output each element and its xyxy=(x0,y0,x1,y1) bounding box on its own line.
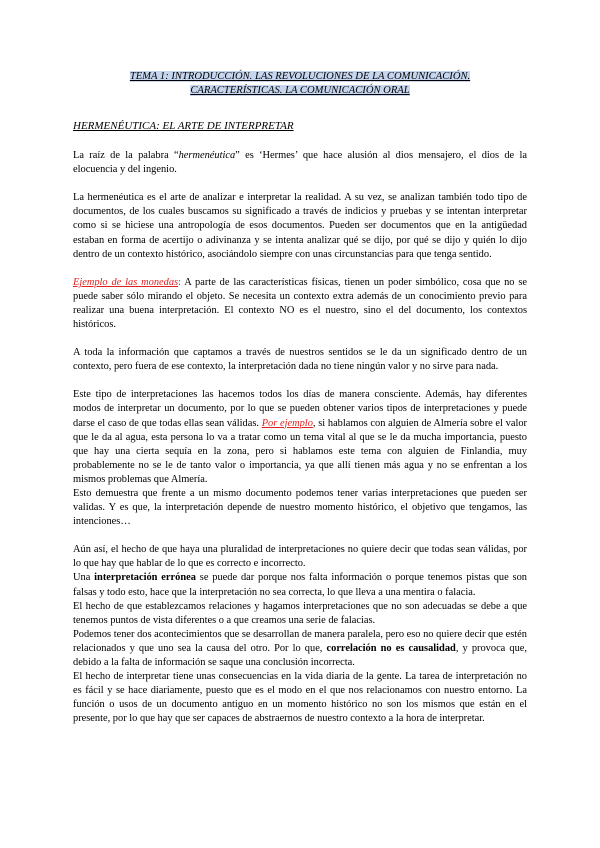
paragraph-definition: La hermenéutica es el arte de analizar e interpretar la realidad. A su vez, se analizan también todo tipo de documentos, de los cuales buscamos su significado a través de indicios y pruebas y se intentan interpretar como si se hiciese una antropología de esos documentos. Pueden ser documentos que en la antigüedad estaban en forma de acertijo o adivinanza y se intenta analizar qué se dijo, por qué se dijo y quién lo dijo dentro de un contexto histórico, asociándolo siempre con unas circunstancias para que tenga sentido. xyxy=(73,192,527,260)
correlation-term: correlación no es causalidad xyxy=(326,642,456,654)
document-page xyxy=(73,70,527,726)
por-ejemplo-label: Por ejemplo xyxy=(261,417,313,429)
paragraph-etymology: La raíz de la palabra “hermenéutica” es ‘Hermes’ que hace alusión al dios mensajero, el dios de la elocuencia y del ingenio. xyxy=(73,150,527,176)
title-line-2: CARACTERÍSTICAS. LA COMUNICACIÓN ORAL xyxy=(190,84,410,96)
paragraph-plurality: Aún así, el hecho de que haya una pluralidad de interpretaciones no quiere decir que todas sean válidas, por lo que hay que hablar de lo que es correcto e incorrecto. xyxy=(73,544,527,570)
paragraph-context: A toda la información que captamos a través de nuestros sentidos se le da un significado dentro de un contexto, pero fuera de ese contexto, la interpretación dada no tiene ningún valor y no sirve para nada. xyxy=(73,347,527,373)
title-line-1: TEMA 1: INTRODUCCIÓN. LAS REVOLUCIONES DE LA COMUNICACIÓN. xyxy=(129,71,471,82)
paragraph-correlation: Podemos tener dos acontecimientos que se desarrollan de manera paralela, pero eso no quiere decir que estén relacionados y que uno sea la causa del otro. Por lo que, correlación no es causalidad, y provoca que, debido a la falta de información se saque una conclusión incorrecta. xyxy=(73,628,527,668)
document-title xyxy=(73,70,527,97)
hermeneutica-term: hermenéutica xyxy=(178,150,236,162)
paragraph-demonstration: Esto demuestra que frente a un mismo documento podemos tener varias interpretaciones que pueden ser validas. Y es que, la interpretación depende de nuestro momento histórico, el objetivo que tengamos, las intenciones… xyxy=(73,487,527,528)
interpretacion-erronea-term: interpretación errónea xyxy=(94,572,196,584)
section-heading: HERMENÉUTICA: EL ARTE DE INTERPRETAR xyxy=(73,120,294,132)
coins-example-label: Ejemplo de las monedas xyxy=(73,276,179,288)
paragraph-consequences: El hecho de interpretar tiene unas consecuencias en la vida diaria de la gente. La tarea de interpretación no es fácil y se hace diariamente, puesto que es el modo en el que nos relacionamos con nuestro entorno. La función o usos de un documento antiguo en un momento histórico no son los mismos que están en el presente, por lo que hay que ser capaces de abstraernos de nuestro contexto a la hora de interpretar. xyxy=(73,671,527,725)
paragraph-interpretations: Este tipo de interpretaciones las hacemos todos los días de manera consciente. Además, hay diferentes modos de interpretar un documento, por lo que se pueden obtener varios tipos de interpretaciones y puede darse el caso de que todas ellas sean válidas. Por ejemplo, si hablamos con alguien de Almería sobre el valor que le da al agua, esta persona lo va a tratar como un tema vital al que se le da mucha importancia, puesto que hay una cierta sequía en la zona, pero si hablamos este tema con alguien de Finlandia, muy probablemente no se le de tanto valor o importancia, ya que allí tienen más agua y no se enfrentan a los mismos problemas que Almería. xyxy=(73,389,527,485)
paragraph-coins-example: Ejemplo de las monedas: A parte de las características físicas, tienen un poder simbólico, cosa que no se puede saber sólo mirando el objeto. Se necesita un contexto extra además de un conocimiento previo para realizar una buena interpretación. El contexto NO es el nuestro, sino el del documento, los contextos históricos. xyxy=(73,276,528,331)
paragraph-relations: El hecho de que establezcamos relaciones y hagamos interpretaciones que no son adecuadas se debe a que tenemos puntos de vista diferentes o a que creamos una serie de falacias. xyxy=(73,600,527,626)
paragraph-erroneous: Una interpretación errónea se puede dar porque nos falta información o porque tenemos pistas que son falsas y todo esto, hace que la interpretación no sea correcta, lo que lleva a una mentira o falacia. xyxy=(73,572,527,598)
